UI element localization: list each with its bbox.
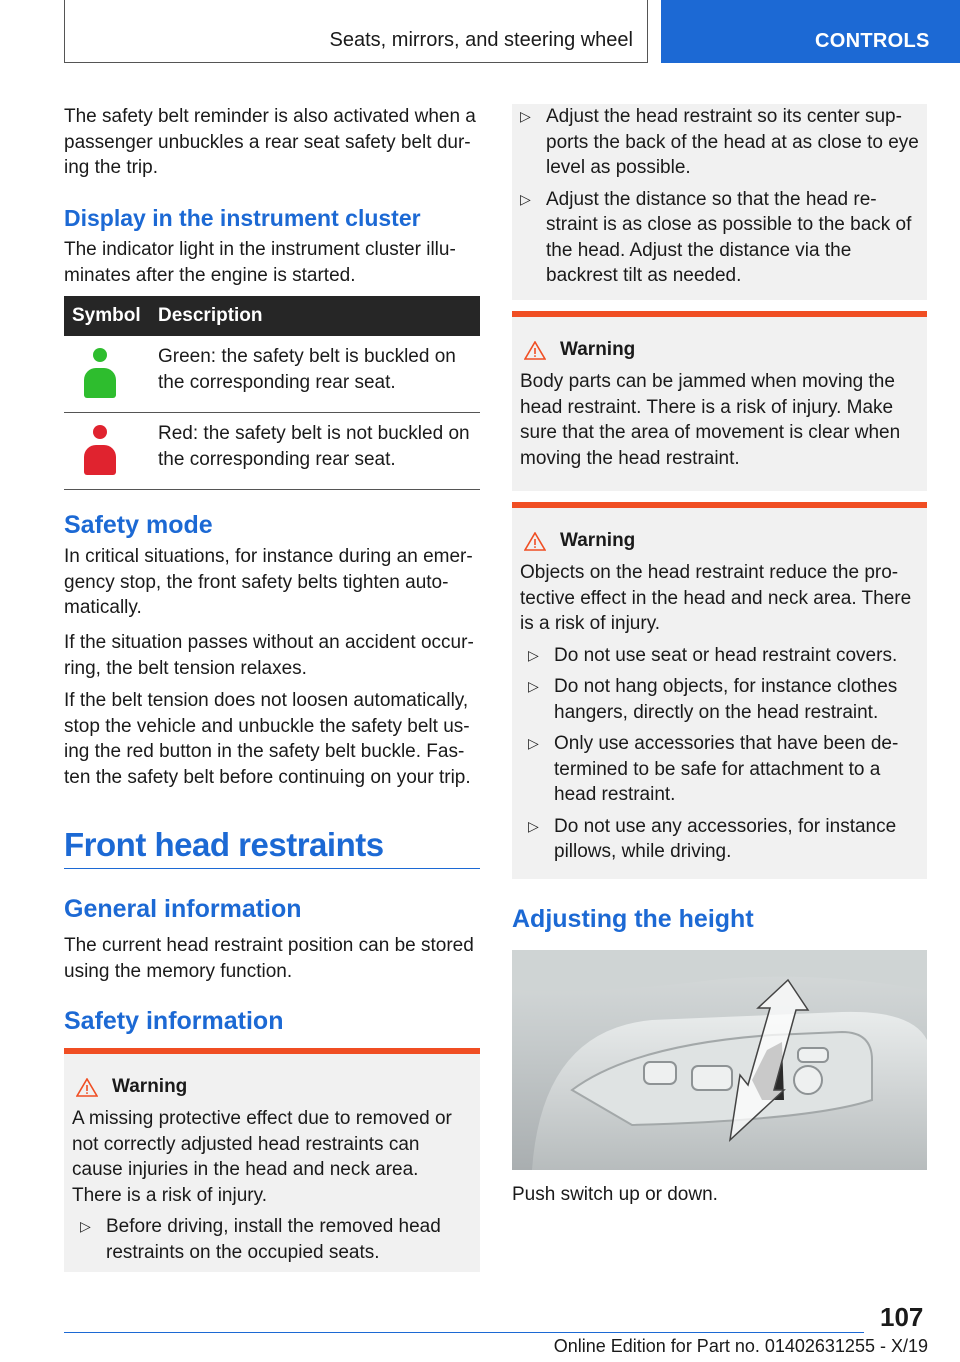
bullet-triangle-icon: ▷ xyxy=(528,646,539,663)
list-item-text: Do not use seat or head restraint covers. xyxy=(554,644,898,666)
safety-mode-paragraph-2: If the situation passes without an accident occur-ring, the belt tension relaxes. xyxy=(64,632,474,679)
list-item xyxy=(520,731,919,808)
table-header-description: Description xyxy=(152,296,480,336)
belt-unbuckled-red-person-icon xyxy=(84,425,116,475)
bullet-triangle-icon: ▷ xyxy=(528,817,539,834)
list-item xyxy=(512,187,927,289)
warning-title xyxy=(520,530,919,552)
safety-mode-paragraph-3: If the belt tension does not loosen automatically, stop the vehicle and unbuckle the safety belt us-ing the red button in the safety belt buckle. Fas-ten the safety belt before continuing on your trip. xyxy=(64,690,471,788)
warning-triangle-icon xyxy=(76,1078,98,1097)
footer-edition: Online Edition for Part no. 01402631255 - X/19 xyxy=(553,1336,928,1356)
display-paragraph: The indicator light in the instrument cluster illu-minates after the engine is started. xyxy=(64,239,456,286)
safety-mode-heading: Safety mode xyxy=(64,511,213,539)
general-info-paragraph: The current head restraint position can be stored using the memory function. xyxy=(64,935,474,982)
warning-title xyxy=(520,339,919,361)
running-header-section xyxy=(64,0,648,63)
list-item-text: Adjust the distance so that the head re-straint is as close as possible to the back of the head. Adjust the distance via the backrest tilt as needed. xyxy=(546,188,912,286)
seat-switch-illustration xyxy=(512,950,927,1170)
list-item xyxy=(520,674,919,725)
list-item xyxy=(520,814,919,865)
section-title: Seats, mirrors, and steering wheel xyxy=(329,29,633,51)
bullet-triangle-icon: ▷ xyxy=(520,190,531,207)
bullet-triangle-icon: ▷ xyxy=(528,678,539,694)
warning-text: Body parts can be jammed when moving the head restraint. There is a risk of injury. Make sure that the area of movement is clear when moving the head restraint. xyxy=(520,371,901,469)
page-number: 107 xyxy=(880,1302,924,1332)
list-item-text: Do not hang objects, for instance clothes hangers, directly on the head restraint. xyxy=(554,676,898,723)
list-item-text: Only use accessories that have been de-termined to be safe for attachment to a head restraint. xyxy=(554,733,899,805)
warning-title-text: Warning xyxy=(560,530,636,551)
warning-text: A missing protective effect due to removed or not correctly adjusted head restraints can cause injuries in the head and neck area. There is a risk of injury. xyxy=(72,1108,452,1206)
warning-title-text: Warning xyxy=(112,1076,188,1097)
safety-info-heading: Safety information xyxy=(64,1007,284,1035)
belt-buckled-green-person-icon xyxy=(84,348,116,398)
safety-mode-paragraph-1: In critical situations, for instance during an emer-gency stop, the front safety belts tighten auto-matically. xyxy=(64,546,473,618)
warning-title-text: Warning xyxy=(560,339,636,360)
table-header-symbol: Symbol xyxy=(64,296,152,336)
list-item-text: Do not use any accessories, for instance pillows, while driving. xyxy=(554,815,897,862)
list-item xyxy=(72,1214,472,1265)
chapter-label: CONTROLS xyxy=(815,30,930,52)
continued-bullet-box xyxy=(512,104,927,300)
symbol-table xyxy=(64,296,480,490)
warning-box xyxy=(512,502,927,879)
table-row xyxy=(64,336,480,413)
display-heading: Display in the instrument cluster xyxy=(64,205,421,231)
warning-bullet-list xyxy=(72,1214,472,1265)
bullet-triangle-icon: ▷ xyxy=(80,1218,91,1234)
symbol-cell xyxy=(64,336,152,413)
seat-switch-photo xyxy=(512,950,927,1170)
symbol-cell xyxy=(64,413,152,490)
footer-divider xyxy=(64,1332,864,1333)
list-item-text: Adjust the head restraint so its center sup-ports the back of the head at as close to eye level as possible. xyxy=(546,106,919,178)
list-item xyxy=(520,643,919,669)
description-cell: Green: the safety belt is buckled on the corresponding rear seat. xyxy=(152,336,480,413)
general-info-heading: General information xyxy=(64,895,302,923)
bullet-triangle-icon: ▷ xyxy=(520,108,531,124)
photo-caption: Push switch up or down. xyxy=(512,1184,718,1205)
list-item xyxy=(512,104,927,181)
warning-box xyxy=(64,1048,480,1272)
intro-paragraph: The safety belt reminder is also activated when a passenger unbuckles a rear seat safety belt dur-ing the trip. xyxy=(64,106,476,178)
warning-title xyxy=(72,1076,472,1098)
warning-triangle-icon xyxy=(524,341,546,360)
list-item-text: Before driving, install the removed head restraints on the occupied seats. xyxy=(106,1216,441,1263)
warning-text: Objects on the head restraint reduce the pro-tective effect in the head and neck area. There is a risk of injury. xyxy=(520,562,912,634)
chapter-heading: Front head restraints xyxy=(64,826,480,869)
description-cell: Red: the safety belt is not buckled on the corresponding rear seat. xyxy=(152,413,480,490)
warning-bullet-list xyxy=(520,643,919,865)
warning-triangle-icon xyxy=(524,532,546,551)
bullet-triangle-icon: ▷ xyxy=(528,735,539,751)
table-row xyxy=(64,413,480,490)
warning-box xyxy=(512,311,927,491)
adjust-height-heading: Adjusting the height xyxy=(512,905,754,933)
continued-bullet-list xyxy=(512,104,927,289)
chapter-tab xyxy=(661,0,960,63)
